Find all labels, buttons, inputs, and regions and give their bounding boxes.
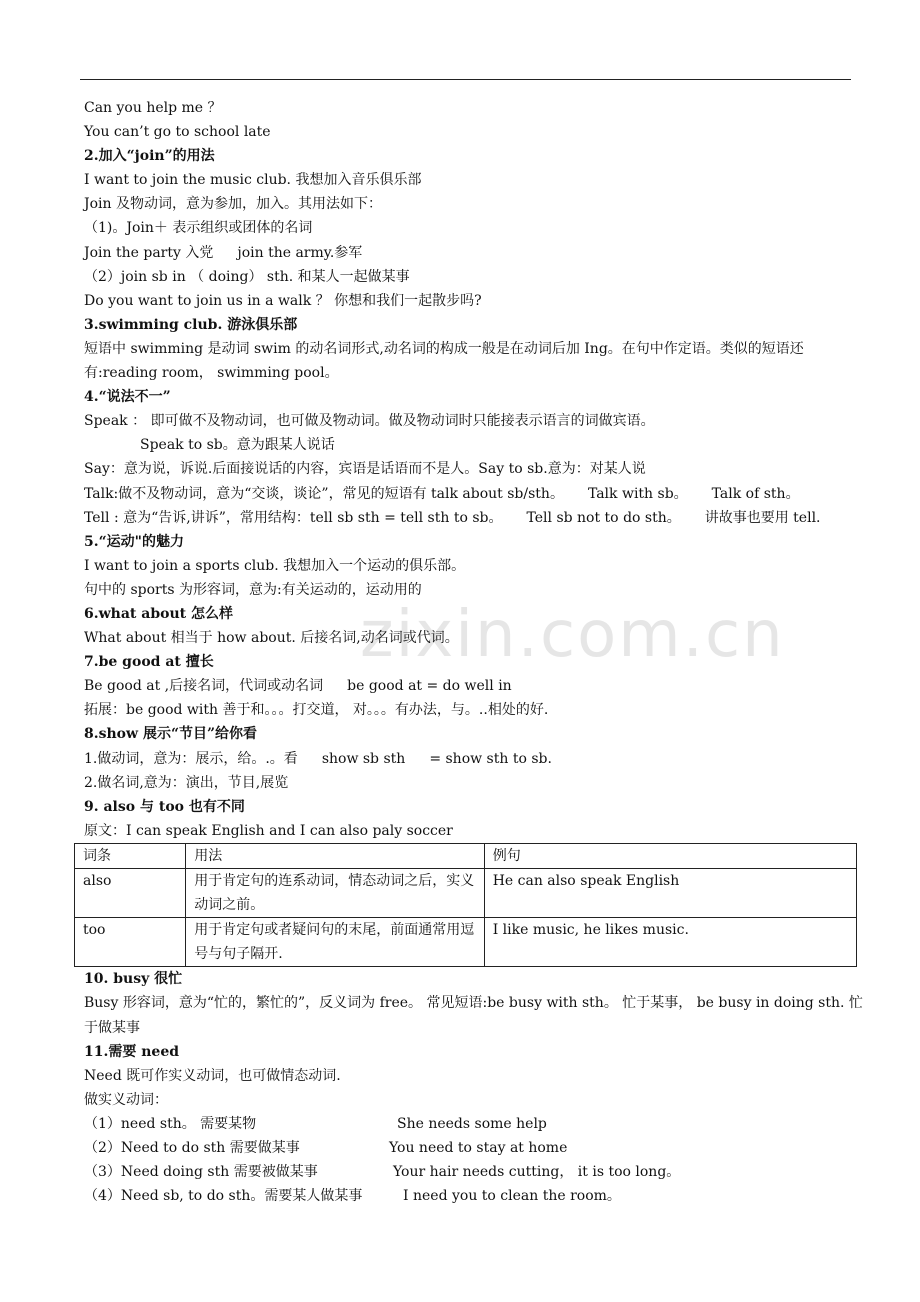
watermark: zixin.com.cn bbox=[360, 598, 785, 672]
text-line: （2）join sb in （ doing） sth. 和某人一起做某事 bbox=[84, 268, 410, 285]
comparison-table-wrap bbox=[84, 843, 874, 967]
header-rule bbox=[80, 79, 851, 80]
section-heading: 10. busy 很忙 bbox=[84, 971, 183, 988]
text-span: Tell : 意为“告诉,讲诉”，常用结构：tell sb sth = tell sth to sb。 bbox=[84, 509, 503, 526]
section-heading: 8.show 展示“节目”给你看 bbox=[84, 726, 258, 743]
section-heading: 2.加入“join”的用法 bbox=[84, 148, 215, 165]
text-line: Can you help me ？ bbox=[84, 100, 222, 116]
paragraph: 短语中 swimming 是动词 swim 的动名词形式,动名词的构成一般是在动词后加 Ing。在句中作定语。类似的短语还有:reading room， swimming pool。 bbox=[84, 340, 804, 382]
text-line: 做实义动词： bbox=[84, 1091, 168, 1108]
table-header-cell: 用法 bbox=[186, 843, 484, 868]
document-body bbox=[84, 96, 874, 1208]
text-span: Talk with sb。 bbox=[587, 485, 688, 502]
text-span: Be good at ,后接名词，代词或动名词 bbox=[84, 678, 324, 695]
table-header-row bbox=[75, 843, 857, 868]
text-span: = show sth to sb. bbox=[429, 750, 552, 767]
section-heading: 5.“运动"的魅力 bbox=[84, 533, 184, 550]
text-line: 2.做名词,意为：演出，节目,展览 bbox=[84, 774, 289, 791]
paragraph: Busy 形容词，意为“忙的，繁忙的”，反义词为 free。 常见短语:be busy with sth。 忙于某事， be busy in doing sth. 忙于做某事 bbox=[84, 995, 863, 1036]
text-span: （3）Need doing sth 需要被做某事 bbox=[84, 1164, 318, 1181]
table-cell: also bbox=[75, 869, 186, 918]
text-line: Join 及物动词，意为参加，加入。其用法如下： bbox=[84, 196, 382, 213]
text-line: I want to join a sports club. 我想加入一个运动的俱乐部。 bbox=[84, 557, 466, 574]
text-span: （1）need sth。 需要某物 bbox=[84, 1115, 257, 1132]
comparison-table bbox=[74, 843, 857, 967]
section-heading: 3.swimming club. 游泳俱乐部 bbox=[84, 316, 298, 333]
section-heading: 11.需要 need bbox=[84, 1043, 180, 1060]
text-line bbox=[84, 1112, 874, 1136]
section-heading: 7.be good at 擅长 bbox=[84, 654, 214, 671]
section-heading: 9. also 与 too 也有不同 bbox=[84, 798, 245, 815]
text-line: 拓展：be good with 善于和。。。打交道， 对。。。有办法，与。..相处的好. bbox=[84, 702, 549, 719]
text-span: She needs some help bbox=[397, 1115, 547, 1132]
text-line bbox=[84, 1160, 874, 1184]
table-header-cell: 词条 bbox=[75, 843, 186, 868]
text-span: Talk of sth。 bbox=[711, 485, 800, 502]
text-span: Talk:做不及物动词，意为“交谈，谈论”，常见的短语有 talk about sb/sth。 bbox=[84, 485, 564, 502]
text-line: （1)。Join＋ 表示组织或团体的名词 bbox=[84, 220, 313, 237]
table-row bbox=[75, 869, 857, 918]
text-span: Your hair needs cutting， it is too long。 bbox=[393, 1164, 681, 1181]
text-line bbox=[84, 747, 874, 771]
text-span: （4）Need sb, to do sth。需要某人做某事 bbox=[84, 1188, 363, 1205]
text-line: What about 相当于 how about. 后接名词,动名词或代词。 bbox=[84, 630, 459, 647]
text-span: Tell sb not to do sth。 bbox=[526, 509, 681, 526]
table-header-cell: 例句 bbox=[484, 843, 856, 868]
text-line: Speak to sb。意为跟某人说话 bbox=[140, 437, 335, 454]
text-line bbox=[84, 506, 874, 530]
text-line bbox=[84, 1136, 874, 1160]
text-span: be good at = do well in bbox=[347, 678, 512, 695]
text-line: Speak ： 即可做不及物动词，也可做及物动词。做及物动词时只能接表示语言的词做宾语。 bbox=[84, 413, 655, 430]
table-row bbox=[75, 918, 857, 967]
text-span: （2）Need to do sth 需要做某事 bbox=[84, 1140, 300, 1157]
table-cell: 用于肯定句的连系动词，情态动词之后，实义动词之前。 bbox=[186, 869, 484, 918]
text-span: show sb sth bbox=[321, 750, 406, 767]
text-span: I need you to clean the room。 bbox=[403, 1188, 621, 1205]
text-line: Say：意为说，诉说.后面接说话的内容，宾语是话语而不是人。Say to sb.意为：对某人说 bbox=[84, 461, 646, 478]
text-line bbox=[84, 241, 874, 265]
text-line: Need 既可作实义动词，也可做情态动词. bbox=[84, 1067, 341, 1084]
text-span: Join the party 入党 bbox=[84, 244, 214, 261]
text-line: I want to join the music club. 我想加入音乐俱乐部 bbox=[84, 172, 422, 189]
text-line bbox=[84, 482, 874, 506]
table-cell: He can also speak English bbox=[484, 869, 856, 918]
text-line bbox=[84, 1184, 874, 1208]
text-line: Do you want to join us in a walk ？ 你想和我们一起散步吗? bbox=[84, 292, 482, 309]
text-span: 1.做动词，意为：展示，给。.。看 bbox=[84, 750, 298, 767]
text-line: 原文：I can speak English and I can also paly soccer bbox=[84, 822, 453, 839]
text-span: You need to stay at home bbox=[389, 1140, 568, 1157]
text-span: join the army.参军 bbox=[237, 244, 363, 261]
table-cell: I like music, he likes music. bbox=[484, 918, 856, 967]
text-span: 讲故事也要用 tell. bbox=[704, 509, 821, 526]
table-cell: 用于肯定句或者疑问句的末尾，前面通常用逗号与句子隔开. bbox=[186, 918, 484, 967]
text-line bbox=[84, 674, 874, 698]
text-line: You can’t go to school late bbox=[84, 124, 271, 141]
section-heading: 4.“说法不一” bbox=[84, 389, 171, 406]
table-cell: too bbox=[75, 918, 186, 967]
text-line: 句中的 sports 为形容词，意为:有关运动的，运动用的 bbox=[84, 581, 422, 598]
section-heading: 6.what about 怎么样 bbox=[84, 605, 233, 622]
